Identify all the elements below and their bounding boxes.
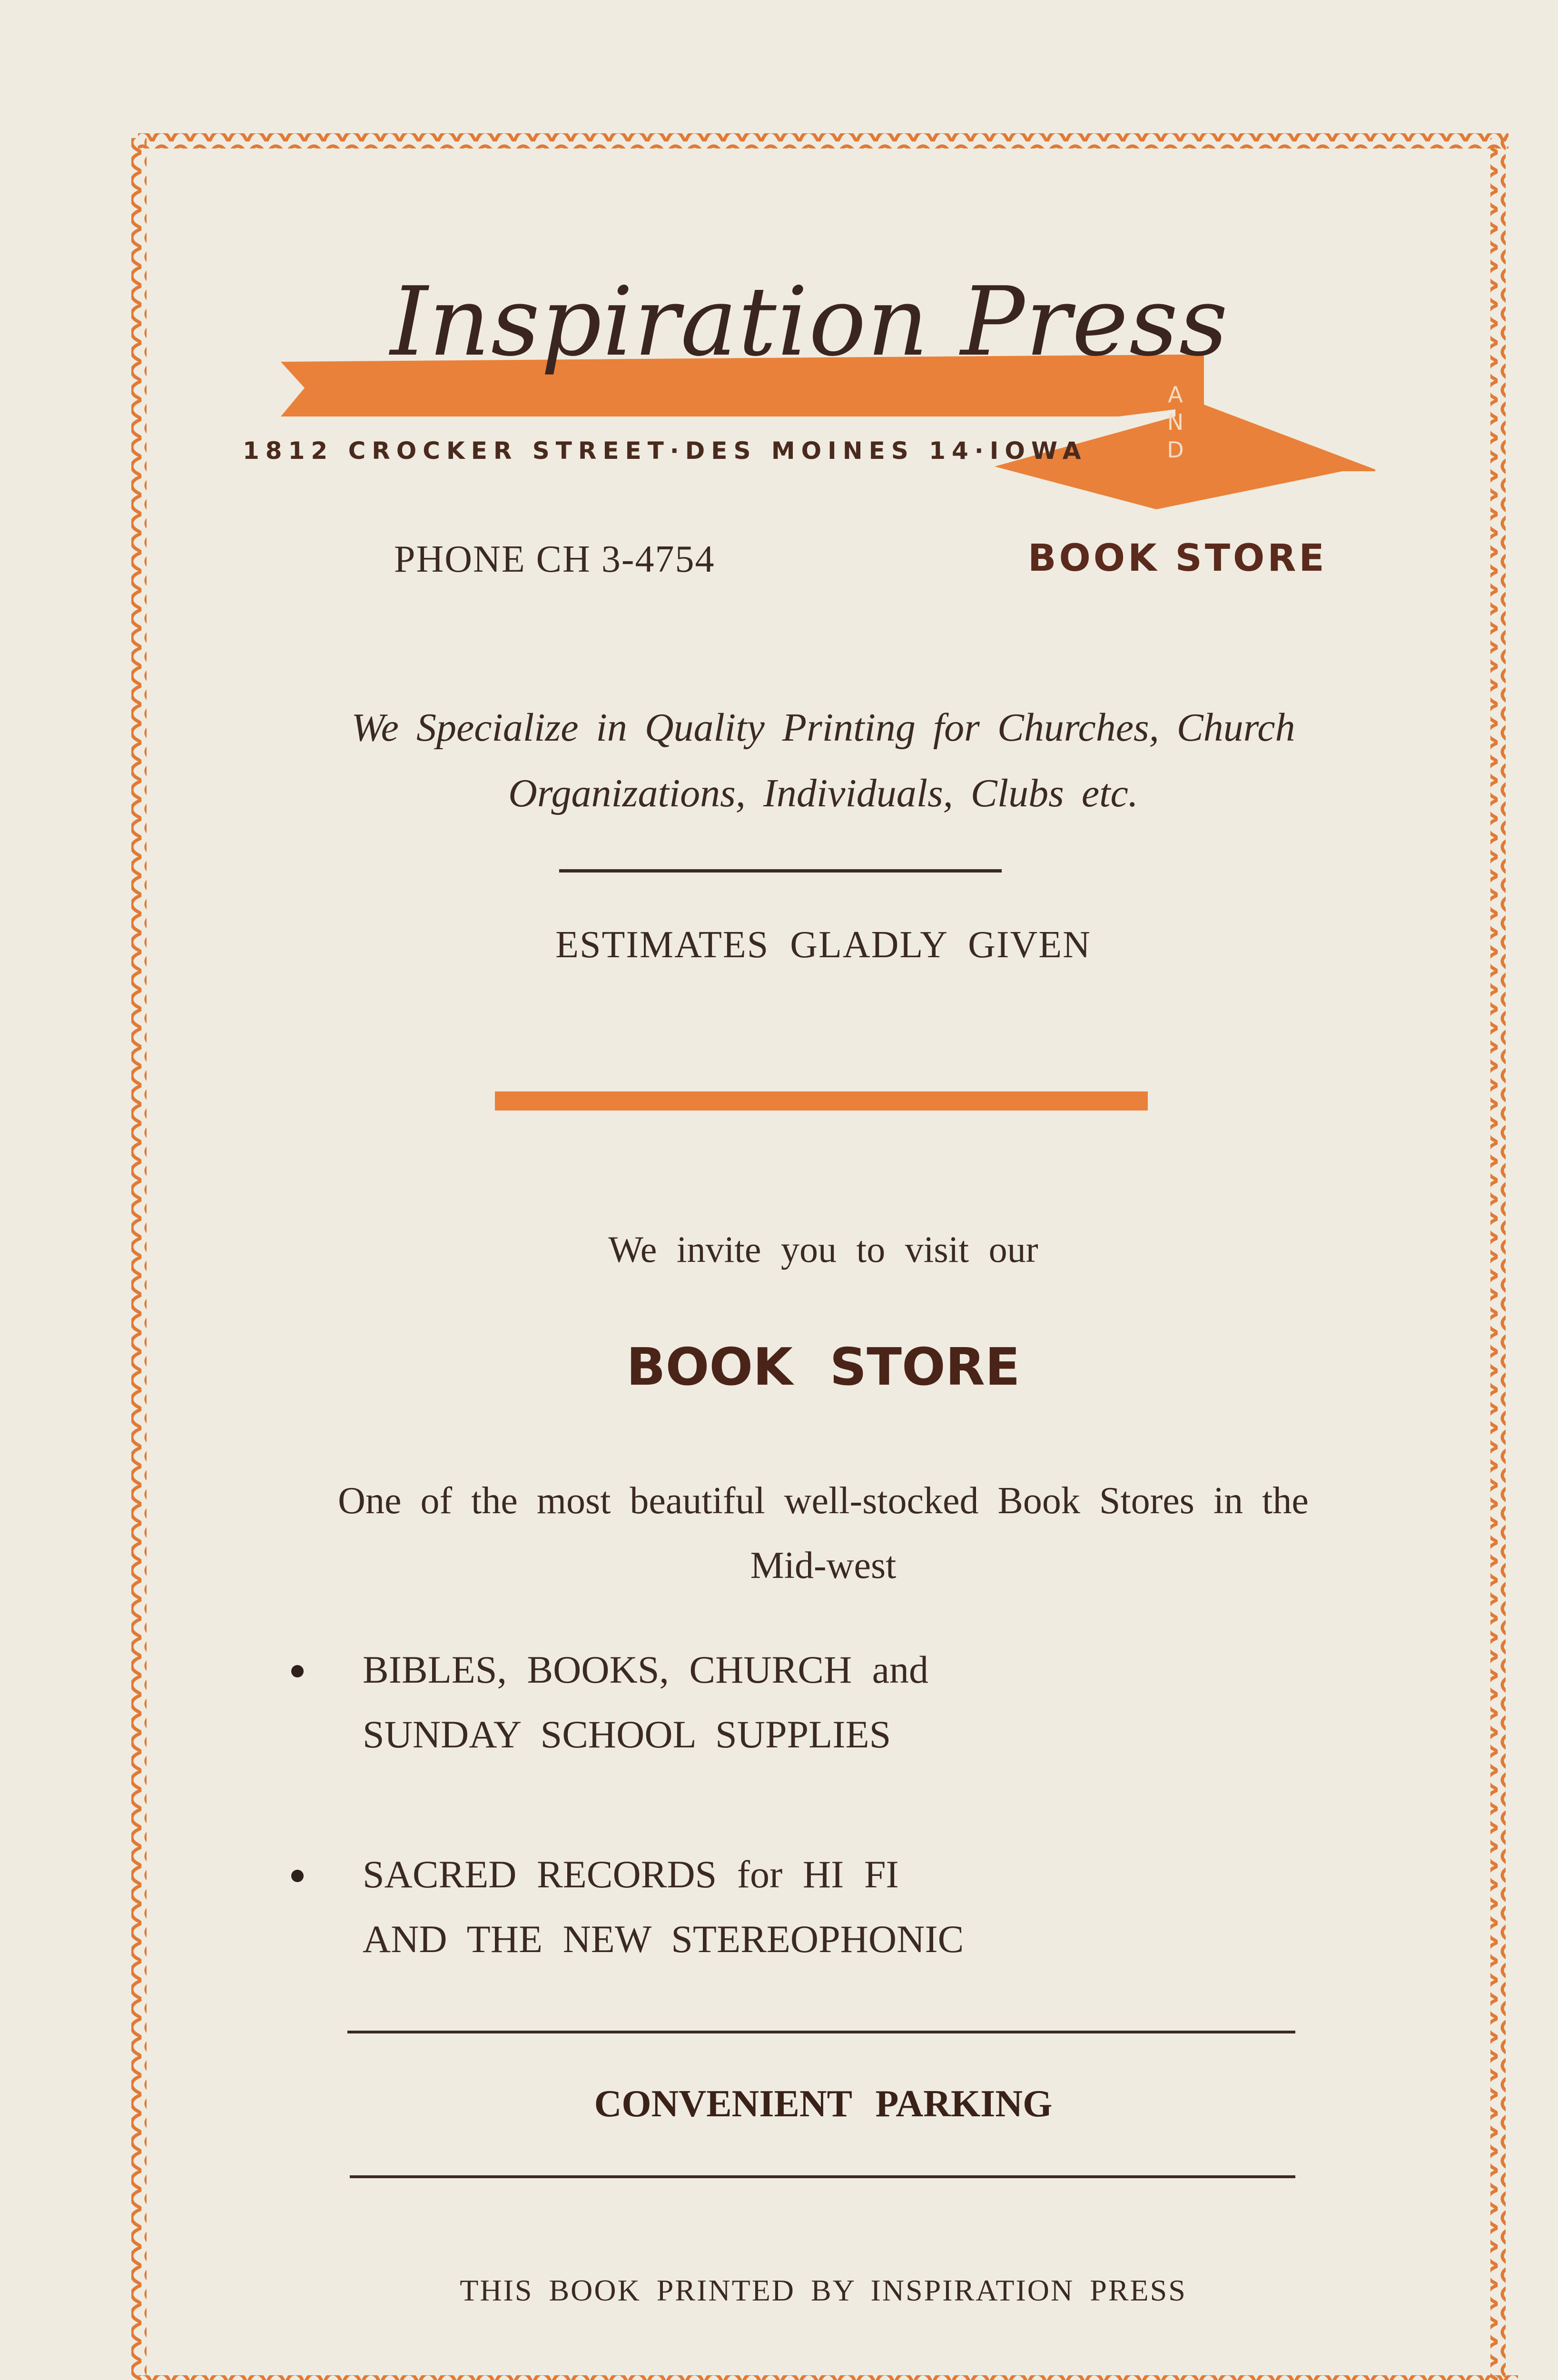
book-store-label: BOOK STORE [1028,537,1327,580]
invite-text: We invite you to visit our [608,1229,1038,1270]
bullet-icon [291,1870,304,1882]
address-line: 1812 CROCKER STREET·DES MOINES 14·IOWA [243,437,1087,465]
list-item-text [363,1842,964,1972]
printed-by-text: THIS BOOK PRINTED BY INSPIRATION PRESS [460,2273,1187,2307]
orange-divider [495,1091,1148,1111]
divider-short [559,869,1002,873]
specialize-line-1: We Specialize in Quality Printing for Churches, Church [351,705,1295,750]
rope-border-top [138,133,1509,149]
list-item-text [363,1637,928,1767]
list-item-line-2: SUNDAY SCHOOL SUPPLIES [363,1713,891,1756]
list-item-line-1: BIBLES, BOOKS, CHURCH and [363,1648,929,1691]
and-letter: D [1167,437,1184,463]
list-item-line-2: AND THE NEW STEREOPHONIC [363,1917,964,1961]
and-vertical-label [1161,381,1190,464]
and-letter: A [1168,382,1183,407]
specialize-line-2: Organizations, Individuals, Clubs etc. [508,771,1138,815]
estimates-text: ESTIMATES GLADLY GIVEN [555,924,1091,966]
divider-lower [350,2175,1295,2178]
list-item-line-1: SACRED RECORDS for HI FI [363,1853,899,1896]
and-letter: N [1167,409,1184,435]
brand-wordmark: Inspiration Press [390,267,1229,377]
book-store-heading: BOOK STORE [626,1338,1020,1397]
divider-upper [347,2031,1295,2033]
bullet-icon [291,1665,304,1677]
rope-border-bottom [138,2375,1518,2380]
parking-text: CONVENIENT PARKING [594,2083,1053,2125]
phone-number: PHONE CH 3-4754 [394,538,715,580]
description-line-2: Mid-west [750,1545,897,1587]
store-description [138,1468,1509,1598]
specialize-text [138,695,1509,826]
description-line-1: One of the most beautiful well-stocked Book Stores in the [338,1480,1309,1522]
